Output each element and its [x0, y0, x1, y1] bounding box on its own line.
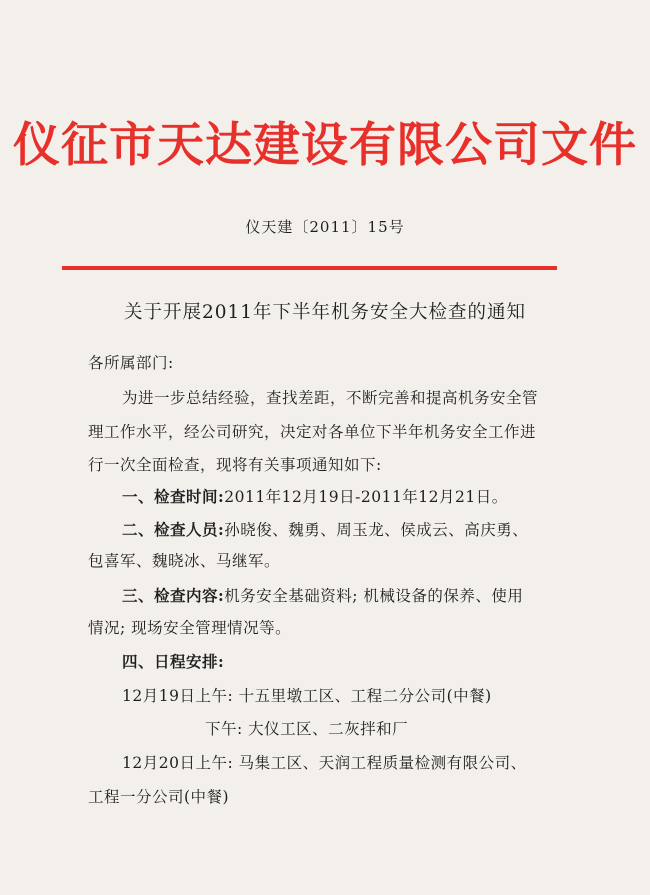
notice-title: 关于开展2011年下半年机务安全大检查的通知	[123, 302, 527, 323]
intro-line-1: 为进一步总结经验，查找差距，不断完善和提高机务安全管	[122, 389, 539, 407]
item-inspection-time	[122, 485, 508, 509]
item-inspection-content	[122, 584, 523, 608]
schedule-line-1: 12月19日上午: 十五里墩工区、工程二分公司(中餐)	[122, 687, 492, 705]
item-schedule-label: 四、日程安排:	[122, 652, 225, 671]
item-inspection-time-text: 2011年12月19日-2011年12月21日。	[224, 488, 508, 506]
red-divider-line	[62, 266, 557, 270]
salutation: 各所属部门:	[88, 354, 174, 372]
schedule-line-2: 下午: 大仪工区、二灰拌和厂	[205, 720, 409, 738]
item-inspection-staff-cont: 包喜军、魏晓冰、马继军。	[88, 552, 281, 570]
schedule-line-3: 12月20日上午: 马集工区、天润工程质量检测有限公司、	[122, 754, 527, 772]
document-number: 仪天建〔2011〕15号	[245, 218, 405, 236]
item-inspection-staff-text: 孙晓俊、魏勇、周玉龙、侯成云、高庆勇、	[224, 521, 529, 539]
intro-line-2: 理工作水平，经公司研究，决定对各单位下半年机务安全工作进	[88, 423, 537, 441]
intro-line-3: 行一次全面检查，现将有关事项通知如下:	[88, 456, 382, 474]
item-inspection-content-text: 机务安全基础资料; 机械设备的保养、使用	[224, 587, 524, 605]
red-header-title: 仪征市天达建设有限公司文件	[13, 118, 637, 173]
item-inspection-content-cont: 情况; 现场安全管理情况等。	[88, 619, 292, 637]
schedule-line-4: 工程一分公司(中餐)	[88, 788, 230, 806]
item-inspection-staff-label: 二、检查人员:	[122, 520, 225, 539]
item-inspection-staff	[122, 518, 528, 542]
item-inspection-time-label: 一、检查时间:	[122, 487, 225, 506]
item-inspection-content-label: 三、检查内容:	[122, 586, 225, 605]
